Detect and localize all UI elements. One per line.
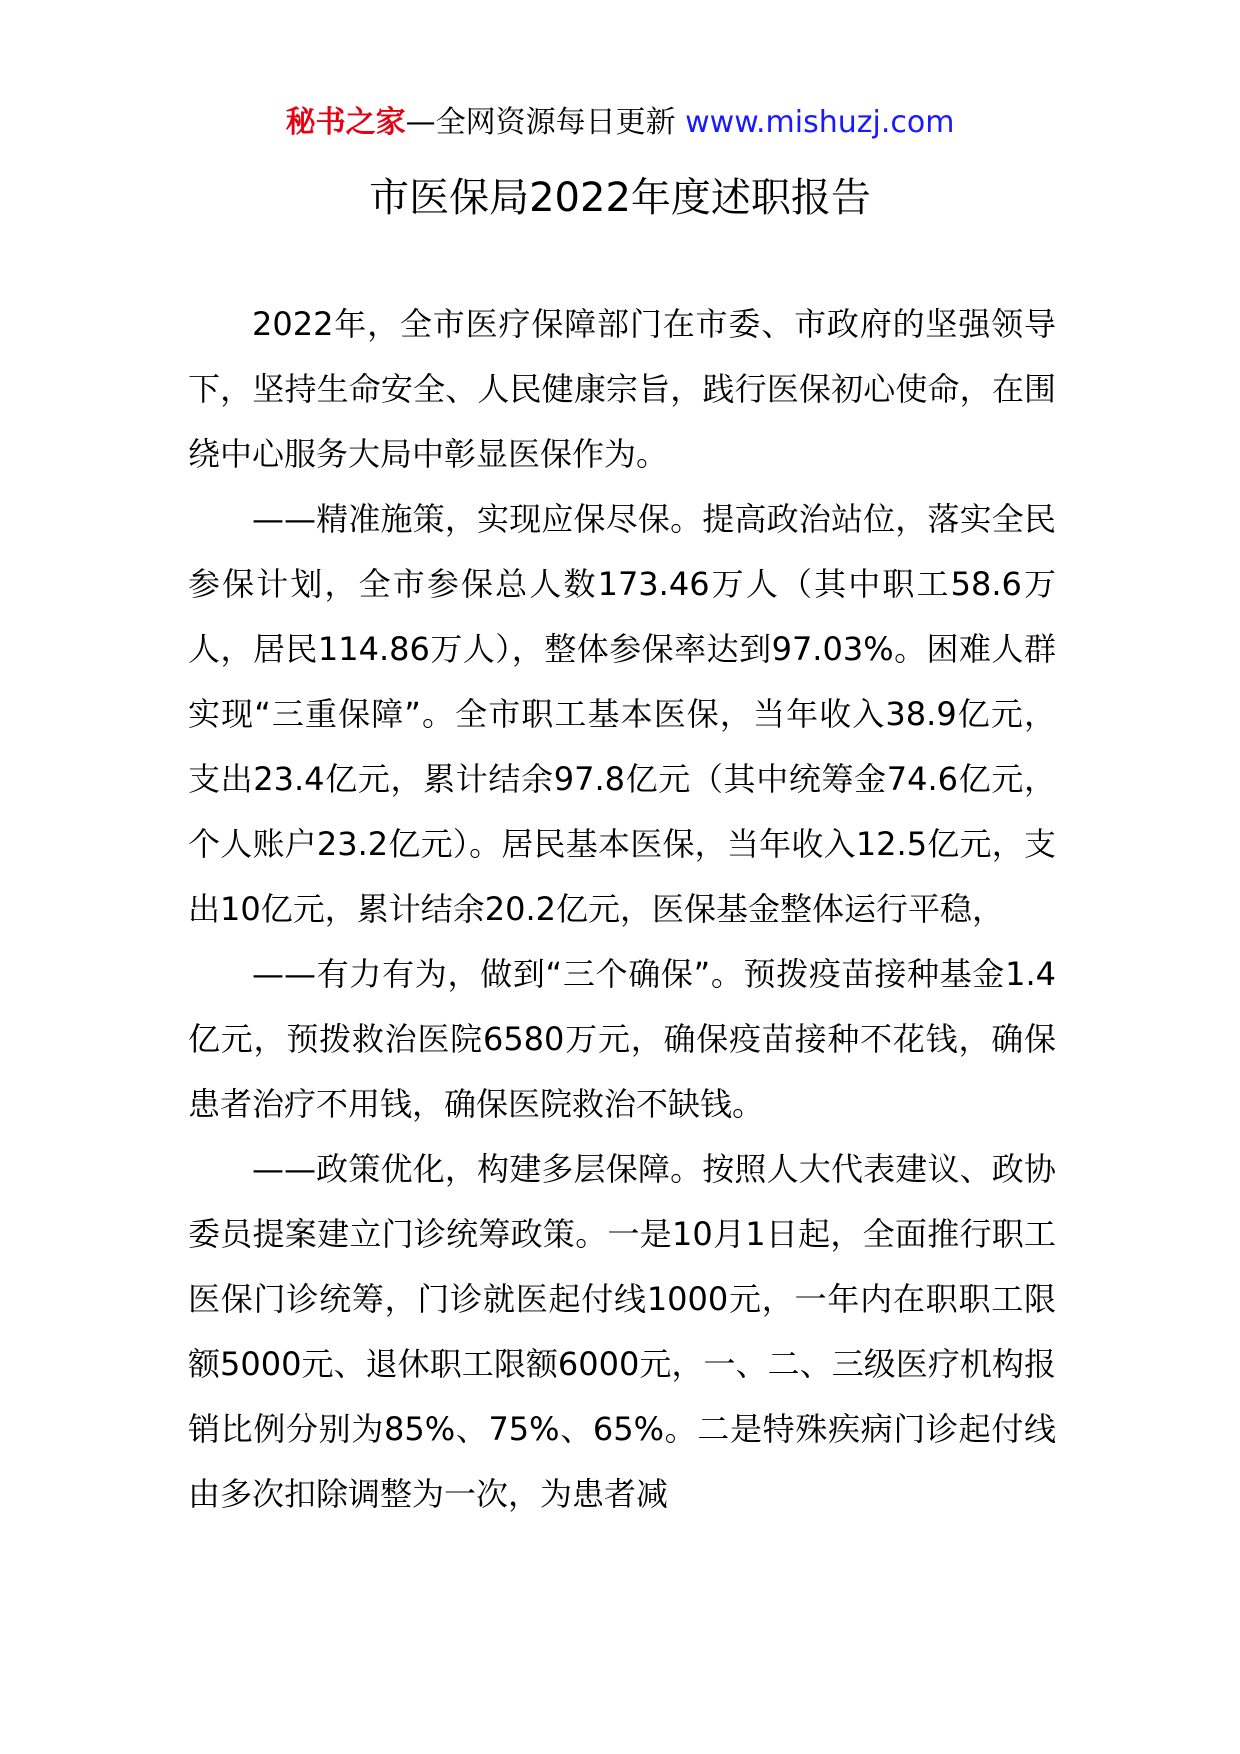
site-header: [0, 100, 1240, 146]
brand-name: 秘书之家: [285, 105, 406, 140]
paragraph-policy-optimization: ——政策优化，构建多层保障。按照人大代表建议、政协委员提案建立门诊统筹政策。一是10月1日起，全面推行职工医保门诊统筹，门诊就医起付线1000元，一年内在职职工限额5000元、退休职工限额6000元，一、二、三级医疗机构报销比例分别为85%、75%、65%。二是特殊疾病门诊起付线由多次扣除调整为一次，为患者减: [188, 1150, 1056, 1513]
document-body: [188, 292, 1056, 1527]
document-title: 市医保局2022年度述职报告: [369, 175, 871, 221]
paragraph-coverage: ——精准施策，实现应保尽保。提高政治站位，落实全民参保计划，全市参保总人数173.46万人（其中职工58.6万人，居民114.86万人），整体参保率达到97.03%。困难人群实现“三重保障”。全市职工基本医保，当年收入38.9亿元，支出23.4亿元，累计结余97.8亿元（其中统筹金74.6亿元，个人账户23.2亿元）。居民基本医保，当年收入12.5亿元，支出10亿元，累计结余20.2亿元，医保基金整体运行平稳，: [188, 500, 1056, 928]
header-tagline: —全网资源每日更新: [405, 105, 676, 140]
paragraph-three-guarantees: ——有力有为，做到“三个确保”。预拨疫苗接种基金1.4亿元，预拨救治医院6580万元，确保疫苗接种不花钱，确保患者治疗不用钱，确保医院救治不缺钱。: [188, 955, 1056, 1123]
site-url-link[interactable]: www.mishuzj.com: [685, 105, 955, 140]
paragraph-intro: 2022年，全市医疗保障部门在市委、市政府的坚强领导下，坚持生命安全、人民健康宗旨，践行医保初心使命，在围绕中心服务大局中彰显医保作为。: [188, 305, 1056, 473]
